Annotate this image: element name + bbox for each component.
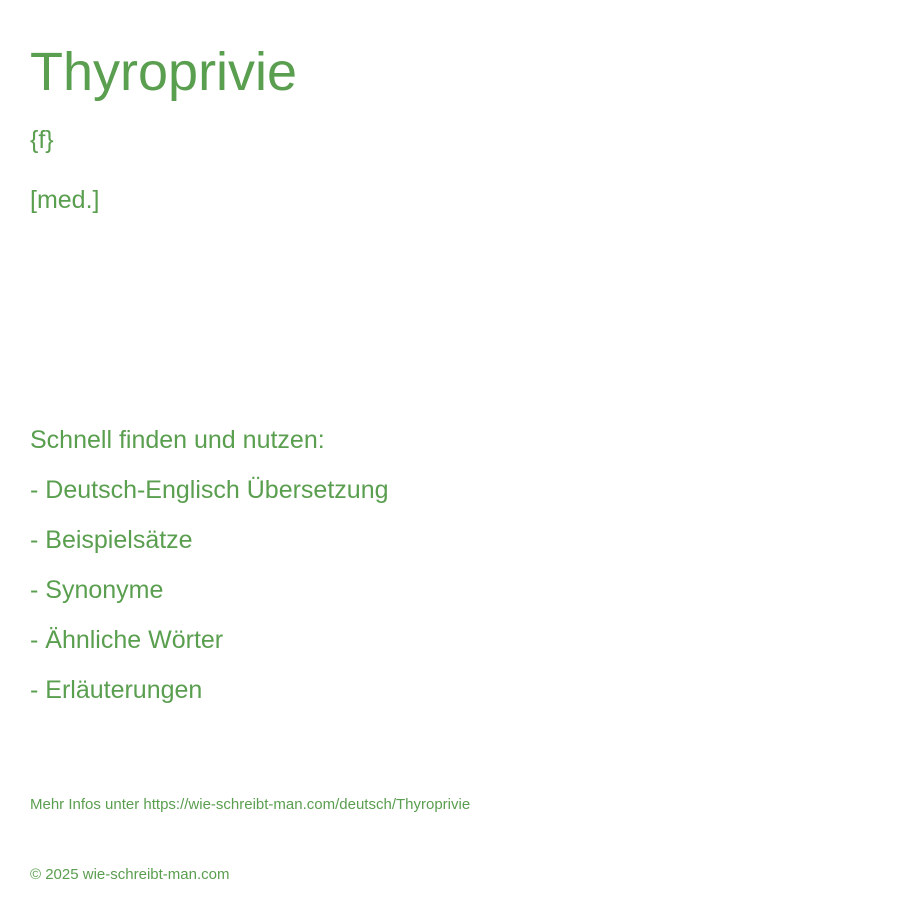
feature-item-example-sentences: - Beispielsätze <box>30 526 193 554</box>
feature-items <box>30 474 389 724</box>
subject-domain-label: [med.] <box>30 186 100 214</box>
feature-list <box>30 424 389 724</box>
feature-item-synonyms: - Synonyme <box>30 576 164 604</box>
feature-list-heading: Schnell finden und nutzen: <box>30 426 325 454</box>
page-title: Thyroprivie <box>30 42 298 102</box>
feature-item-similar-words: - Ähnliche Wörter <box>30 626 224 654</box>
feature-item-translation: - Deutsch-Englisch Übersetzung <box>30 476 389 504</box>
grammatical-gender: {f} <box>30 126 54 154</box>
more-info-link-text: Mehr Infos unter https://wie-schreibt-man.com/deutsch/Thyroprivie <box>30 796 471 813</box>
feature-item-explanations: - Erläuterungen <box>30 676 203 704</box>
copyright-notice: © 2025 wie-schreibt-man.com <box>30 866 230 883</box>
